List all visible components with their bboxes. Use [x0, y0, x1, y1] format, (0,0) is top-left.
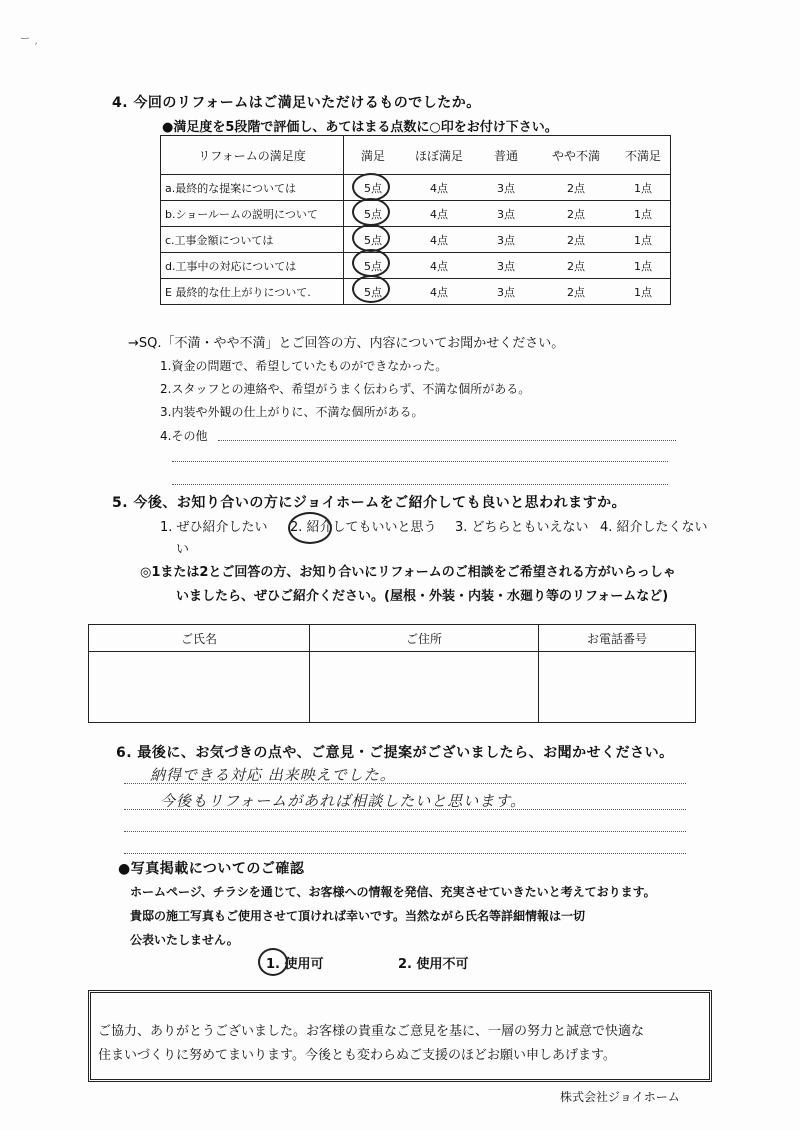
address-field[interactable]	[310, 652, 539, 723]
score-cell[interactable]: 1点	[616, 201, 671, 227]
row-label: a.最終的な提案については	[161, 175, 344, 201]
sq-title: →SQ.「不満・やや不満」とご回答の方、内容についてお聞かせください。	[128, 336, 565, 351]
score-cell[interactable]: 1点	[616, 253, 671, 279]
name-field[interactable]	[89, 652, 310, 723]
score-cell[interactable]: 2点	[536, 253, 616, 279]
header-address: ご住所	[310, 625, 539, 652]
photo-text: 貴邸の施工写真もご使用させて頂ければ幸いです。当然ながら氏名等詳細情報は一切	[130, 909, 586, 923]
header-normal: 普通	[476, 136, 536, 175]
handwritten-comment-2: 今後もリフォームがあれば相談したいと思います。	[160, 792, 527, 810]
sq-option: 1.資金の問題で、希望していたものができなかった。	[160, 359, 448, 373]
header-unsatisfied: 不満足	[616, 136, 671, 175]
score-cell[interactable]: 4点	[402, 201, 476, 227]
score-cell[interactable]: 3点	[476, 201, 536, 227]
score-cell[interactable]: 2点	[536, 175, 616, 201]
q4-instruction: ●満足度を5段階で評価し、あてはまる点数に○印をお付け下さい。	[162, 120, 558, 135]
comment-line[interactable]	[124, 853, 686, 854]
score-cell[interactable]: 4点	[402, 175, 476, 201]
q4-title: 4. 今回のリフォームはご満足いただけるものでしたか。	[112, 95, 481, 111]
other-answer-line[interactable]	[172, 461, 668, 462]
hand-circle-mark	[352, 249, 390, 277]
q5-option-wrap: い	[176, 542, 190, 557]
score-cell[interactable]: 3点	[476, 253, 536, 279]
table-row	[161, 175, 671, 201]
q5-option-4[interactable]: 4. 紹介したくない	[600, 520, 708, 535]
score-cell[interactable]: 3点	[476, 175, 536, 201]
score-cell[interactable]: 1点	[616, 175, 671, 201]
handwritten-comment-1: 納得できる対応 出来映えでした。	[150, 766, 396, 784]
hand-circle-mark	[288, 512, 332, 544]
hand-circle-mark	[258, 948, 288, 976]
closing-text: ご協力、ありがとうございました。お客様の貴重なご意見を基に、一層の努力と誠意で快適な	[98, 1024, 645, 1039]
score-cell[interactable]: 5点	[344, 227, 403, 253]
table-row	[161, 227, 671, 253]
score-cell[interactable]: 5点	[344, 253, 403, 279]
row-label: c.工事金額については	[161, 227, 344, 253]
q5-title: 5. 今後、お知り合いの方にジョイホームをご紹介しても良いと思われますか。	[112, 495, 627, 511]
score-cell[interactable]: 5点	[344, 175, 403, 201]
score-cell[interactable]: 1点	[616, 279, 671, 305]
header-name: ご氏名	[89, 625, 310, 652]
photo-title: ●写真掲載についてのご確認	[118, 861, 305, 877]
q5-note: いましたら、ぜひご紹介ください。(屋根・外装・内装・水廻り等のリフォームなど)	[176, 589, 669, 604]
q5-option-3[interactable]: 3. どちらともいえない	[455, 520, 589, 535]
comment-line[interactable]	[124, 809, 686, 810]
phone-field[interactable]	[539, 652, 696, 723]
score-cell[interactable]: 4点	[402, 279, 476, 305]
table-row	[161, 201, 671, 227]
photo-option-deny[interactable]: 2. 使用不可	[398, 957, 469, 972]
header-phone: お電話番号	[539, 625, 696, 652]
q6-title: 6. 最後に、お気づきの点や、ご意見・ご提案がございましたら、お聞かせください。	[116, 745, 674, 761]
hand-circle-mark	[352, 275, 390, 303]
score-cell[interactable]: 2点	[536, 227, 616, 253]
score-cell[interactable]: 2点	[536, 279, 616, 305]
q5-note: ◎1または2とご回答の方、お知り合いにリフォームのご相談をご希望される方がいらっしゃ	[140, 565, 676, 580]
sq-option: 3.内装や外観の仕上がりに、不満な個所がある。	[160, 405, 424, 419]
sq-option: 2.スタッフとの連絡や、希望がうまく伝わらず、不満な個所がある。	[160, 382, 531, 396]
corner-mark: ー ˏ	[20, 34, 39, 45]
header-somewhat-unsatisfied: やや不満	[536, 136, 616, 175]
photo-option-allow[interactable]: 1. 使用可	[266, 957, 324, 972]
comment-line[interactable]	[124, 831, 686, 832]
score-cell[interactable]: 3点	[476, 279, 536, 305]
row-label: b.ショールームの説明について	[161, 201, 344, 227]
company-name: 株式会社ジョイホーム	[560, 1090, 680, 1104]
q5-option-1[interactable]: 1. ぜひ紹介したい	[160, 520, 268, 535]
score-cell[interactable]: 5点	[344, 201, 403, 227]
closing-text: 住まいづくりに努めてまいります。今後とも変わらぬご支援のほどお願い申しあげます。	[98, 1048, 616, 1063]
photo-text: ホームページ、チラシを通じて、お客様への情報を発信、充実させていきたいと考えております。	[130, 885, 656, 899]
hand-circle-mark	[352, 224, 390, 252]
score-cell[interactable]: 5点	[344, 279, 403, 305]
score-cell[interactable]: 4点	[402, 253, 476, 279]
score-cell[interactable]: 4点	[402, 227, 476, 253]
row-label: d.工事中の対応については	[161, 253, 344, 279]
score-cell[interactable]: 1点	[616, 227, 671, 253]
score-cell[interactable]: 3点	[476, 227, 536, 253]
sq-option-other: 4.その他	[160, 429, 208, 443]
other-answer-line[interactable]	[218, 440, 676, 441]
hand-circle-mark	[352, 198, 390, 226]
row-label: E 最終的な仕上がりについて.	[161, 279, 344, 305]
table-row	[161, 279, 671, 305]
table-row	[161, 253, 671, 279]
header-satisfied: 満足	[344, 136, 403, 175]
score-cell[interactable]: 2点	[536, 201, 616, 227]
photo-text: 公表いたしません。	[130, 933, 239, 947]
referral-contact-table	[88, 624, 696, 723]
hand-circle-mark	[352, 173, 390, 201]
satisfaction-table	[160, 135, 671, 305]
header-category: リフォームの満足度	[161, 136, 344, 175]
comment-line[interactable]	[124, 783, 686, 784]
header-mostly-satisfied: ほぼ満足	[402, 136, 476, 175]
other-answer-line[interactable]	[172, 484, 668, 485]
q5-option-2[interactable]: 2. 紹介してもいいと思う	[290, 520, 437, 535]
